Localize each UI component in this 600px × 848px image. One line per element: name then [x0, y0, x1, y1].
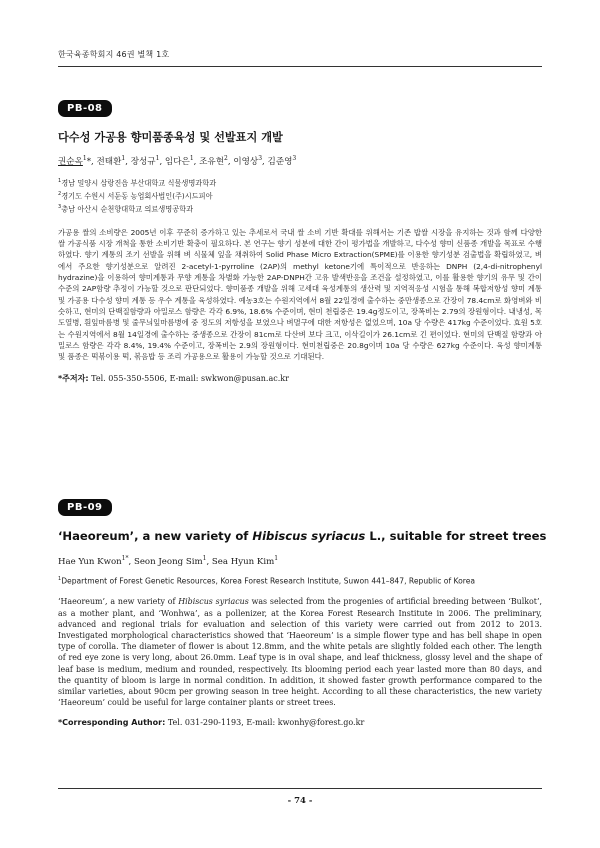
author-name: Seon Jeong Sim — [133, 556, 203, 567]
affiliation-item — [58, 176, 542, 189]
corresponding-mark: * — [86, 157, 92, 167]
author-affil-sup: 1 — [274, 555, 279, 562]
title-text: ‘Haeoreum’, a new variety of — [58, 529, 253, 543]
author-name: 조유현 — [199, 157, 225, 167]
title-species: Hibiscus syriacus — [252, 529, 366, 543]
author-affil-sup: 3 — [292, 155, 297, 163]
footer-rule — [58, 788, 542, 789]
affiliation-list — [58, 176, 542, 215]
affiliation-text: 경기도 수원시 서둔동 농업회사법인(주)시드피아 — [61, 191, 213, 201]
author-name: Hae Yun Kwon — [58, 556, 122, 567]
affiliation-number: 2 — [58, 190, 62, 197]
abstract-body: 가공용 쌀의 소비량은 2005년 이후 꾸준히 증가하고 있는 추세로서 국내 쌀 소비 기반 확대를 위해서는 기존 밥쌀 시장을 유지하는 것과 함께 다양한 쌀 가공식품 시장 개척을 통한 소비기반 확충이 필요하다. 본 연구는 향기 성분에 대한 간이 평가법을 개발하고, 다수성 향미 신품종 개발을 목표로 수행하였다. 향기 계통의 조기 선발을 위해 벼 식물체 잎을 채취하여 Solid Phase Micro Extraction(SPME)를 이용한 향기성분 검출법을 확립하였고, 벼에서 주요한 향기성분으로 알려진 2-acetyl-1-pyrroline (2AP)의 methyl ketone기에 특이적으로 반응하는 DNPH (2,4-di-nitrophenyl hydrazine)을 이용하여 향미계통과 무향 계통을 차별화 가능한 2AP-DNPH간 고유 발색반응을 조건을 설정하였고, 이를 활용한 향기의 유무 및 간이 수준의 2AP함량 추정이 가능할 것으로 판단되었다. 향미품종 개발을 위해 고세대 육성계통의 생산력 및 지역적응성 시험을 통해 복합저항성 향미 계통 및 가공용 다수성 향미 계통 등 우수 계통을 육성하였다. 예농3호는 수원지역에서 8월 22일경에 출수하는 중만생종으로 간장이 78.4cm로 화영벼와 비슷하고, 현미의 단백질함량과 아밀로스 함량은 각각 6.9%, 18.6% 수준이며, 현미 천립중은 19.4g정도이고, 장폭비는 2.79의 장원형이다. 내냉성, 목도열병, 흰잎마름병 및 줄무늬잎마름병에 중 정도의 저항성을 보였으나 벼멸구에 대한 저항성은 없었으며, 10a 당 수량은 417kg 수준이었다. 효원 5호는 수원지역에서 8월 14일경에 출수하는 중생종으로 간장이 81cm로 다산벼 보다 크고, 이삭길이가 26.1cm로 긴 편이었다. 현미의 단백질 함량과 아밀로스 함량은 각각 8.4%, 19.4% 수준이고, 장폭비는 2.9의 장원형이다. 현미천립중은 20.8g이며 10a 당 수량은 627kg 수준이다. 육성 향미계통 및 품종은 떡볶이용 떡, 볶음밥 등 조리 가공용으로 활용이 가능할 것으로 기대된다. — [58, 227, 542, 362]
author-affil-sup: 1 — [155, 155, 160, 163]
affiliation-text: Department of Forest Genetic Resources, Korea Forest Research Institute, Suwon 441–847, Republic of Korea — [61, 576, 476, 586]
author-name: 김준영 — [267, 157, 293, 167]
author-affil-sup: 2 — [224, 155, 228, 163]
abstract-pb-08 — [58, 96, 542, 384]
author-name: Sea Hyun Kim — [211, 556, 275, 567]
corresponding-label: *Corresponding Author: — [58, 718, 166, 728]
author-name: 장성규 — [130, 157, 156, 167]
affiliation-text: 경남 밀양시 삼랑진읍 부산대학교 식물생명과학과 — [61, 178, 217, 188]
page-number: - 74 - — [287, 796, 313, 806]
header-rule — [58, 66, 542, 67]
abstract-id-badge: PB-09 — [58, 499, 112, 516]
body-species: Hibiscus syriacus — [178, 597, 249, 607]
corresponding-contact: Tel. 055-350-5506, E-mail: swkwon@pusan.ac.kr — [91, 373, 289, 383]
abstract-pb-09 — [58, 495, 547, 728]
corresponding-contact: Tel. 031-290-1193, E-mail: kwonhy@forest.go.kr — [167, 718, 365, 728]
author-affil-sup: 1* — [121, 555, 129, 562]
corresponding-author — [58, 718, 542, 727]
body-text: ‘Haeoreum’, a new variety of — [58, 597, 179, 607]
author-affil-sup: 1 — [121, 155, 126, 163]
affiliation-number: 1 — [58, 575, 62, 582]
affiliation-number: 1 — [58, 178, 62, 184]
affiliation-number: 3 — [58, 203, 62, 210]
author-affil-sup: 1 — [82, 155, 87, 163]
author-name: 전태환 — [96, 157, 122, 167]
author-affil-sup: 3 — [258, 155, 263, 163]
affiliation-item — [58, 189, 542, 202]
affiliation-item — [58, 576, 542, 586]
body-text: was selected from the progenies of artificial breeding between ‘Bulkot’, as a mother plant, and ‘Wonhwa’, as a pollenizer, at the Korea Forest Research Institute in 2006. The preliminary, advanced and regional trials for evaluation and selection of this variety were carried out from 2012 to 2013. Investigated morphological characteristics showed that ‘Haeoreum’ is a simple flower type and has bell shape in open type of corolla. The diameter of flower is about 12.8mm, and the white petals are slightly folded each other. The length of red eye zone is very long, about 26.0mm. Leaf type is in oval shape, and leaf thickness, glossy level and the shape of leaf base is medium, medium and rounded, respectively. Its blooming period each year lasted more than 80 days, and the quantity of bloom is large in normal condition. In addition, it showed faster growth performance compared to the similar varieties, about 90cm per growing season in tree height. According to all these characteristics, the new variety ‘Haeoreum’ could be useful for large container plants or street trees. — [58, 597, 542, 708]
abstract-body — [58, 596, 542, 708]
affiliation-text: 충남 아산시 순천향대학교 의료생명공학과 — [61, 204, 194, 214]
author-affil-sup: 1 — [189, 155, 194, 163]
author-name: 임다은 — [164, 157, 190, 167]
author-list: 권순옥$^1$*, 전태환$^1$, 장성규$^1$, 임다은$^1$, 조유현$^2$, 이영상$^3$, 김준영$^3$ — [58, 155, 297, 167]
author-affil-sup: 1 — [202, 555, 207, 562]
corresponding-author — [58, 373, 542, 384]
affiliation-item — [58, 202, 542, 215]
abstract-title: 다수성 가공용 향미품종육성 및 선발표지 개발 — [58, 131, 283, 144]
title-text: L., suitable for street trees — [365, 529, 547, 543]
author-list: Hae Yun Kwon$^{1*}$, Seon Jeong Sim$^1$, Sea Hyun Kim$^1$ — [58, 555, 279, 567]
abstract-id-badge: PB-08 — [58, 100, 112, 117]
running-header: 한국육종학회지 46권 별책 1호 — [58, 50, 170, 59]
author-name: 권순옥 — [58, 157, 83, 167]
corresponding-label: *주저자: — [58, 373, 89, 383]
author-name: 이영상 — [233, 157, 259, 167]
abstract-title — [58, 529, 547, 543]
